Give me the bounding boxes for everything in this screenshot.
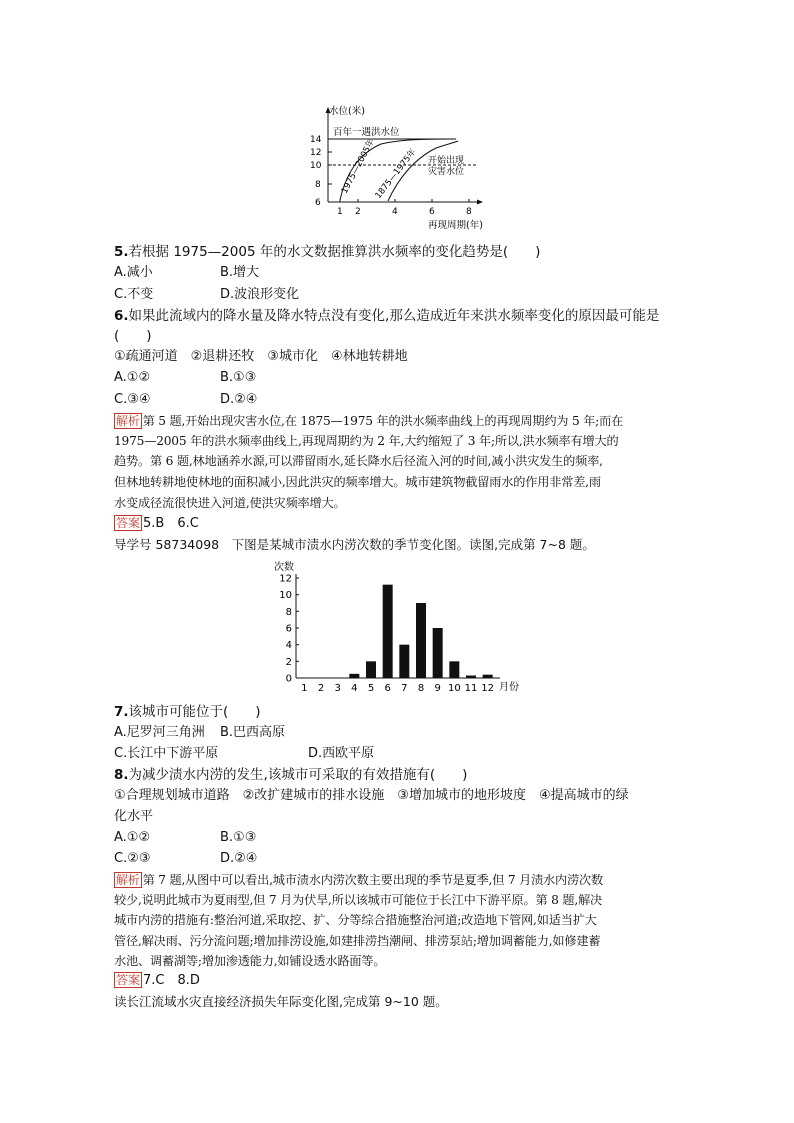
q5-option-a[interactable]: A.减小 — [114, 265, 153, 280]
curve1-label: 1975—2005年 — [339, 137, 377, 196]
guide-text: 导学号 58734098 下图是某城市渍水内涝次数的季节变化图。读图,完成第 7~8 题。 — [114, 537, 595, 552]
explanation-1-text-1: 第 5 题,开始出现灾害水位,在 1875—1975 年的洪水频率曲线上的再现周期约为 5 年;而在 — [142, 414, 624, 428]
bar-12 — [483, 675, 493, 678]
x-tick-label: 5 — [367, 683, 375, 694]
q7-option-b[interactable]: B.巴西高原 — [220, 725, 286, 740]
bar-5 — [366, 661, 376, 678]
x-tick-label: 10 — [447, 683, 461, 694]
q7-option-d[interactable]: D.西欧平原 — [308, 746, 375, 761]
x-tick-label: 3 — [334, 683, 341, 694]
y-tick-label: 0 — [285, 673, 292, 685]
q8-option-a[interactable]: A.①② — [114, 830, 151, 845]
x-tick-label: 8 — [417, 683, 425, 694]
q5-number: 5. — [114, 244, 129, 260]
explanation-tag: 解析 — [116, 414, 140, 428]
fig1-xtick-2: 2 — [355, 207, 361, 217]
x-tick-label: 4 — [351, 683, 358, 694]
curve2-label: 1875—1975年 — [373, 147, 419, 201]
answer-1 — [114, 515, 199, 533]
x-tick-label: 11 — [464, 683, 478, 694]
q8-number: 8. — [114, 767, 129, 783]
bar-7 — [399, 645, 409, 678]
x-tick-label: 9 — [434, 683, 441, 694]
fig1-ytick-6: 6 — [315, 198, 321, 208]
answer-1-text: 5.B 6.C — [143, 516, 199, 531]
q6-number: 6. — [114, 308, 129, 324]
hundred-year-label: 百年一遇洪水位 — [333, 127, 400, 138]
x-tick-label: 1 — [301, 683, 308, 694]
q6-paren: ( ) — [114, 328, 152, 344]
y-tick-label: 2 — [285, 656, 292, 668]
y-tick-label: 4 — [285, 640, 292, 652]
y-tick-label: 10 — [279, 590, 292, 602]
explanation-1-line-5: 水变成径流很快进入河道,使洪灾频率增大。 — [114, 496, 346, 510]
q6-text: 如果此流域内的降水量及降水特点没有变化,那么造成近年来洪水频率变化的原因最可能是 — [128, 308, 660, 324]
bar-6 — [383, 585, 393, 678]
question-6 — [114, 307, 659, 325]
fig1-xtick-6: 6 — [429, 207, 435, 217]
q6-items: ①疏通河道 ②退耕还牧 ③城市化 ④林地转耕地 — [114, 349, 408, 364]
q7-number: 7. — [114, 704, 129, 720]
q7-option-c[interactable]: C.长江中下游平原 — [114, 746, 219, 761]
chart-ylabel: 次数 — [274, 562, 294, 573]
question-7 — [114, 703, 261, 721]
fig1-ytick-10: 10 — [310, 161, 322, 171]
explanation-2-text-1: 第 7 题,从图中可以看出,城市渍水内涝次数主要出现的季节是夏季,但 7 月渍水内涝次数 — [142, 873, 603, 887]
fig1-xlabel: 再现周期(年) — [428, 220, 483, 231]
y-tick-label: 12 — [279, 573, 292, 585]
flood-frequency-figure — [306, 104, 506, 232]
explanation-2-line-4: 管径,解决雨、污分流问题;增加排涝设施,如建排涝挡潮闸、排涝泵站;增加调蓄能力,如修建蓄 — [114, 934, 601, 948]
q6-option-b[interactable]: B.①③ — [220, 370, 257, 385]
bar-11 — [466, 676, 476, 679]
fig1-xtick-8: 8 — [466, 207, 472, 217]
x-tick-label: 2 — [317, 683, 325, 694]
q8-option-b[interactable]: B.①③ — [220, 830, 257, 845]
q5-option-d[interactable]: D.波浪形变化 — [220, 287, 300, 302]
explanation-1-line-4: 但林地转耕地使林地的面积减小,因此洪灾的频率增大。城市建筑物截留雨水的作用非常差,雨 — [114, 475, 601, 489]
explanation-1-line-1 — [114, 412, 623, 430]
q5-text: 若根据 1975—2005 年的水文数据推算洪水频率的变化趋势是( ) — [128, 244, 541, 260]
q8-items-1: ①合理规划城市道路 ②改扩建城市的排水设施 ③增加城市的地形坡度 ④提高城市的绿 — [114, 788, 629, 803]
answer-tag: 答案 — [116, 516, 141, 530]
start-disaster-label-2: 灾害水位 — [428, 167, 465, 177]
explanation-tag-2: 解析 — [116, 873, 140, 887]
chart-xlabel: 月份 — [499, 682, 519, 693]
q8-text: 为减少渍水内涝的发生,该城市可采取的有效措施有( ) — [128, 767, 468, 783]
x-tick-label: 7 — [401, 683, 408, 694]
explanation-1-line-2: 1975—2005 年的洪水频率曲线上,再现周期约为 2 年,大约缩短了 3 年;所以,洪水频率有增大的 — [114, 434, 619, 448]
bar-9 — [433, 628, 443, 678]
bar-4 — [349, 674, 359, 678]
y-tick-label: 6 — [285, 623, 292, 635]
answer-2 — [114, 972, 200, 990]
q8-items-2: 化水平 — [114, 809, 154, 824]
fig1-xtick-1: 1 — [337, 207, 343, 217]
last-text: 读长江流域水灾直接经济损失年际变化图,完成第 9~10 题。 — [114, 994, 448, 1009]
question-8 — [114, 766, 467, 784]
q7-text: 该城市可能位于( ) — [128, 704, 261, 720]
q6-option-c[interactable]: C.③④ — [114, 392, 151, 407]
q5-option-b[interactable]: B.增大 — [220, 265, 260, 280]
fig1-ytick-12: 12 — [310, 148, 322, 158]
q8-option-c[interactable]: C.②③ — [114, 851, 151, 866]
fig1-xtick-4: 4 — [392, 207, 398, 217]
start-disaster-label-1: 开始出现 — [428, 156, 465, 166]
bar-10 — [449, 661, 459, 678]
explanation-1-line-3: 趋势。第 6 题,林地涵养水源,可以滞留雨水,延长降水后径流入河的时间,减小洪灾发生的频率, — [114, 454, 603, 468]
x-tick-label: 12 — [481, 683, 495, 694]
explanation-2-line-3: 城市内涝的措施有:整治河道,采取挖、扩、分等综合措施整治河道;改造地下管网,如适当扩大 — [114, 913, 597, 927]
q8-option-d[interactable]: D.②④ — [220, 851, 258, 866]
waterlogging-bar-chart — [272, 558, 528, 696]
q6-option-d[interactable]: D.②④ — [220, 392, 258, 407]
fig1-ytick-8: 8 — [315, 180, 321, 190]
fig1-ylabel: 水位(米) — [329, 106, 365, 117]
q6-option-a[interactable]: A.①② — [114, 370, 151, 385]
explanation-2-line-5: 水池、调蓄湖等;增加渗透能力,如铺设透水路面等。 — [114, 954, 386, 968]
answer-2-text: 7.C 8.D — [143, 973, 200, 988]
x-tick-label: 6 — [384, 683, 391, 694]
bar-8 — [416, 603, 426, 678]
q7-option-a[interactable]: A.尼罗河三角洲 — [114, 725, 205, 740]
question-5 — [114, 243, 540, 261]
y-tick-label: 8 — [285, 606, 292, 618]
explanation-2-line-1 — [114, 871, 603, 889]
fig1-ytick-14: 14 — [310, 135, 322, 145]
q5-option-c[interactable]: C.不变 — [114, 287, 154, 302]
explanation-2-line-2: 较少,说明此城市为夏雨型,但 7 月为伏旱,所以该城市可能位于长江中下游平原。第 8 题,解决 — [114, 893, 603, 907]
answer-tag-2: 答案 — [116, 973, 141, 987]
